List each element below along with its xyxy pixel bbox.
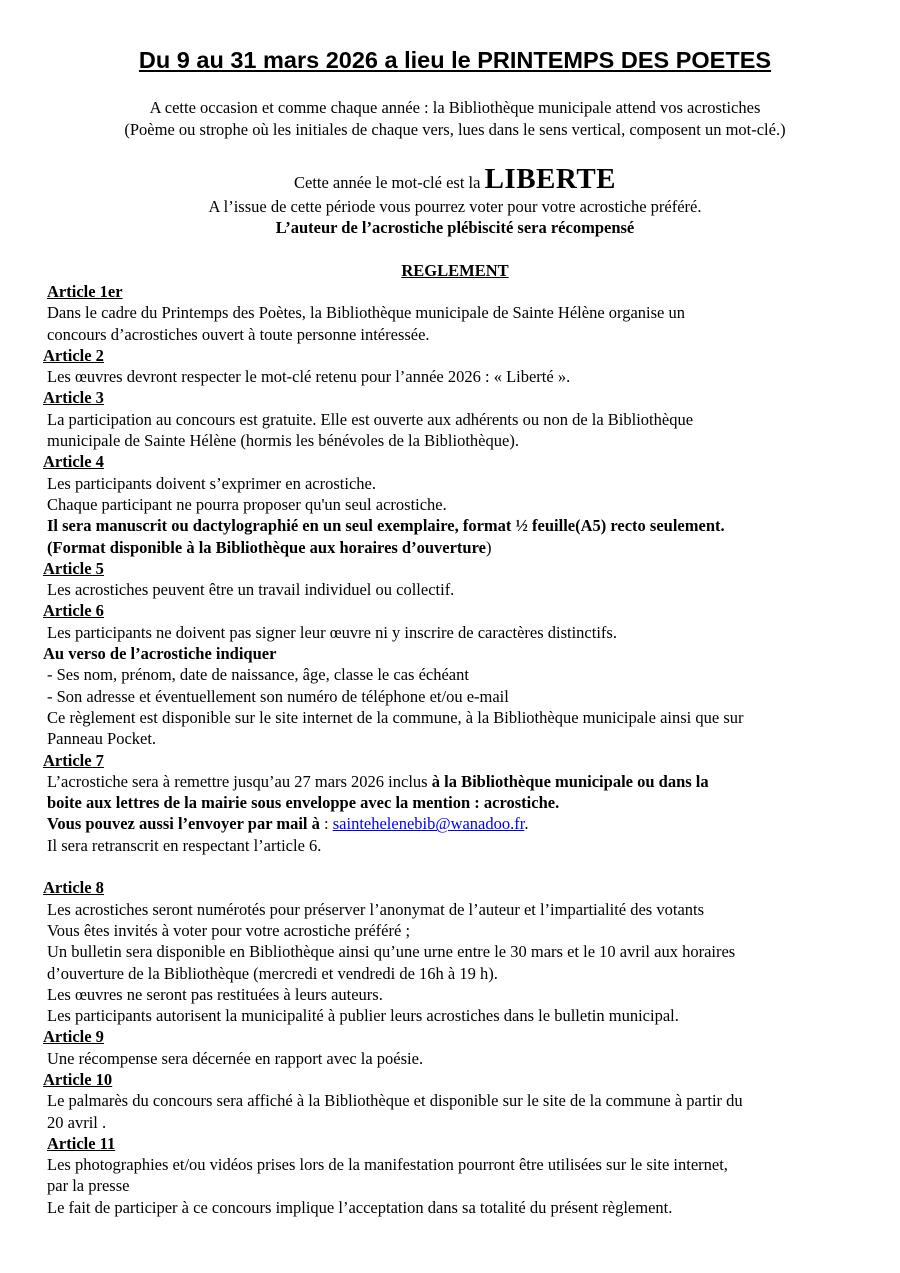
verso-item: - Ses nom, prénom, date de naissance, âge, classe le cas échéant: [47, 665, 469, 685]
article-7-deadline: [43, 771, 873, 792]
article-2-title: Article 2: [43, 345, 104, 365]
article-5-text: Les acrostiches peuvent être un travail individuel ou collectif.: [47, 580, 455, 600]
email-colon: :: [324, 814, 333, 834]
spacer: [43, 856, 873, 877]
email-end: .: [524, 814, 529, 834]
keyword-prefix: Cette année le mot-clé est la: [293, 173, 485, 192]
article-3-text: municipale de Sainte Hélène (hormis les bénévoles de la Bibliothèque).: [47, 431, 519, 451]
article-8-text: Les participants autorisent la municipalité à publier leurs acrostiches dans le bulletin municipal.: [47, 1006, 679, 1026]
format-note-end: ): [485, 537, 492, 557]
article-7-text: boite aux lettres de la mairie sous enveloppe avec la mention : acrostiche.: [47, 793, 560, 813]
email-link[interactable]: saintehelenebib@wanadoo.fr: [332, 814, 525, 834]
article-8-text: Un bulletin sera disponible en Bibliothèque ainsi qu’une urne entre le 30 mars et le 10 avril aux horaires: [47, 942, 736, 962]
article-7-title: Article 7: [43, 750, 104, 770]
article-10-text: 20 avril .: [47, 1112, 107, 1132]
format-note-bold: (Format disponible à la Bibliothèque aux horaires d’ouverture: [47, 537, 486, 557]
article-7-text: Il sera retranscrit en respectant l’article 6.: [47, 835, 322, 855]
keyword: LIBERTE: [484, 163, 617, 195]
email-intro: Vous pouvez aussi l’envoyer par mail à: [47, 814, 325, 834]
article-4-format-note: [43, 537, 873, 558]
article-6-title: Article 6: [43, 601, 104, 621]
article-4-title: Article 4: [43, 452, 104, 472]
article-7-email-line: [43, 813, 873, 834]
article-4-text: Chaque participant ne pourra proposer qu'un seul acrostiche.: [47, 494, 447, 514]
page-title: Du 9 au 31 mars 2026 a lieu le PRINTEMPS DES POETES: [138, 47, 772, 73]
article-10-title: Article 10: [43, 1069, 113, 1089]
reglement-heading: REGLEMENT: [401, 261, 509, 280]
reward-line: L’auteur de l’acrostiche plébiscité sera récompensé: [275, 218, 635, 237]
verso-item: - Son adresse et éventuellement son numéro de téléphone et/ou e-mail: [47, 686, 509, 706]
article-1-title: Article 1er: [47, 282, 123, 301]
article-6-text: Les participants ne doivent pas signer leur œuvre ni y inscrire de caractères distinctifs.: [47, 622, 617, 642]
intro-line-1: A cette occasion et comme chaque année : la Bibliothèque municipale attend vos acrostiches: [149, 98, 761, 117]
intro-line-2: (Poème ou strophe où les initiales de chaque vers, lues dans le sens vertical, composent un mot-clé.): [124, 120, 786, 139]
deadline-location: à la Bibliothèque municipale ou dans la: [431, 771, 709, 791]
article-11-title: Article 11: [47, 1133, 116, 1153]
article-8-text: Les œuvres ne seront pas restituées à leurs auteurs.: [47, 984, 383, 1004]
vote-line: A l’issue de cette période vous pourrez voter pour votre acrostiche préféré.: [208, 197, 702, 216]
keyword-line: [0, 163, 900, 199]
article-6-text: Ce règlement est disponible sur le site internet de la commune, à la Bibliothèque municipale ainsi que sur: [47, 707, 744, 727]
article-2-text: Les œuvres devront respecter le mot-clé retenu pour l’année 2026 : « Liberté ».: [47, 367, 571, 387]
article-9-title: Article 9: [43, 1027, 104, 1047]
article-10-text: Le palmarès du concours sera affiché à la Bibliothèque et disponible sur le site de la commune à partir du: [47, 1091, 743, 1111]
article-4-text: Les participants doivent s’exprimer en acrostiche.: [47, 473, 376, 493]
article-9-text: Une récompense sera décernée en rapport avec la poésie.: [47, 1048, 424, 1068]
article-1-text: Dans le cadre du Printemps des Poètes, la Bibliothèque municipale de Sainte Hélène organise un: [47, 303, 685, 323]
article-5-title: Article 5: [43, 558, 104, 578]
article-3-text: La participation au concours est gratuite. Elle est ouverte aux adhérents ou non de la Bibliothèque: [47, 409, 694, 429]
article-8-title: Article 8: [43, 878, 104, 898]
article-1-text: concours d’acrostiches ouvert à toute personne intéressée.: [47, 324, 430, 344]
article-11-text: Le fait de participer à ce concours implique l’acceptation dans sa totalité du présent règlement.: [47, 1197, 673, 1217]
verso-heading: Au verso de l’acrostiche indiquer: [43, 644, 277, 664]
article-3-title: Article 3: [43, 388, 104, 408]
article-11-text: par la presse: [47, 1176, 130, 1196]
article-11-text: Les photographies et/ou vidéos prises lors de la manifestation pourront être utilisées sur le site internet,: [47, 1155, 728, 1175]
article-8-text: Vous êtes invités à voter pour votre acrostiche préféré ;: [47, 920, 411, 940]
deadline-text: L’acrostiche sera à remettre jusqu’au 27 mars 2026 inclus: [47, 771, 432, 791]
article-8-text: d’ouverture de la Bibliothèque (mercredi et vendredi de 16h à 19 h).: [47, 963, 498, 983]
article-6-text: Panneau Pocket.: [47, 729, 157, 749]
article-4-format: Il sera manuscrit ou dactylographié en un seul exemplaire, format ½ feuille(A5) recto seulement.: [47, 516, 725, 536]
article-8-text: Les acrostiches seront numérotés pour préserver l’anonymat de l’auteur et l’impartialité des votants: [47, 899, 705, 919]
rules-body: [43, 281, 873, 1218]
